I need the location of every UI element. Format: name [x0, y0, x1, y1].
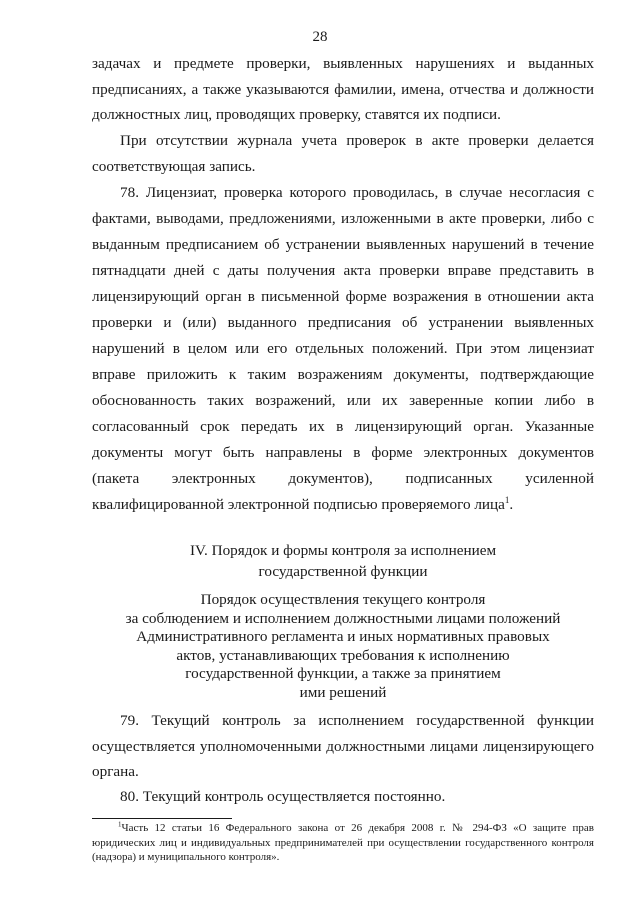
paragraph-78-text: 78. Лицензиат, проверка которого проводилась, в случае несогласия с фактами, выводами, предложениями, изложенными в акте проверки, либо с выданным предписанием об устранении выявленных нарушений в течение пятнадцати дней с даты получения акта проверки вправе представить в лицензирующий орган в письменной форме возражения в отношении акта проверки и (или) выданного предписания об устранении выявленных нарушений в целом или его отдельных положений. При этом лицензиат вправе приложить к таким возражениям документы, подтверждающие обоснованность таких возражений, или их заверенные копии либо в согласованный срок передать их в лицензирующий орган. Указанные документы могут быть направлены в форме электронных документов (пакета электронных документов), подписанных усиленной квалифицированной электронной подписью проверяемого лица — [92, 184, 594, 513]
page-number: 28 — [312, 29, 328, 45]
footnote — [92, 821, 594, 865]
sub-heading-line: Порядок осуществления текущего контроля — [200, 591, 486, 608]
sub-heading-line: ими решений — [299, 683, 387, 701]
section-heading-line: IV. Порядок и формы контроля за исполнением — [189, 542, 497, 559]
sub-heading — [92, 591, 594, 702]
footnote-marker: 1 — [118, 820, 122, 829]
footnote-text: Часть 12 статьи 16 Федерального закона от 26 декабря 2008 г. № 294-ФЗ «О защите прав юридических лиц и индивидуальных предпринимателей при осуществлении государственного контроля (надзора) и муниципального контроля». — [92, 822, 594, 863]
sub-heading-line: за соблюдением и исполнением должностными лицами положений — [125, 609, 561, 627]
section-heading — [92, 540, 594, 582]
footnote-reference: 1 — [504, 494, 510, 505]
paragraph-78 — [92, 180, 594, 518]
paragraph-79: 79. Текущий контроль за исполнением государственной функции осуществляется уполномоченными должностными лицами лицензирующего органа. — [92, 712, 594, 781]
footnote-divider — [92, 818, 232, 819]
section-heading-line: государственной функции — [258, 563, 428, 580]
sub-heading-line: государственной функции, а также за принятием — [185, 665, 501, 682]
sub-heading-line: актов, устанавливающих требования к исполнению — [176, 646, 510, 664]
paragraph-no-journal: При отсутствии журнала учета проверок в акте проверки делается соответствующая запись. — [92, 132, 594, 175]
paragraph-continuation: задачах и предмете проверки, выявленных нарушениях и выданных предписаниях, а также указываются фамилии, имена, отчества и должности должностных лиц, проводящих проверку, ставятся их подписи. — [92, 55, 594, 124]
sub-heading-line: Административного регламента и иных нормативных правовых — [136, 628, 550, 645]
paragraph-78-end: . — [509, 496, 514, 513]
paragraph-80: 80. Текущий контроль осуществляется постоянно. — [120, 788, 446, 805]
